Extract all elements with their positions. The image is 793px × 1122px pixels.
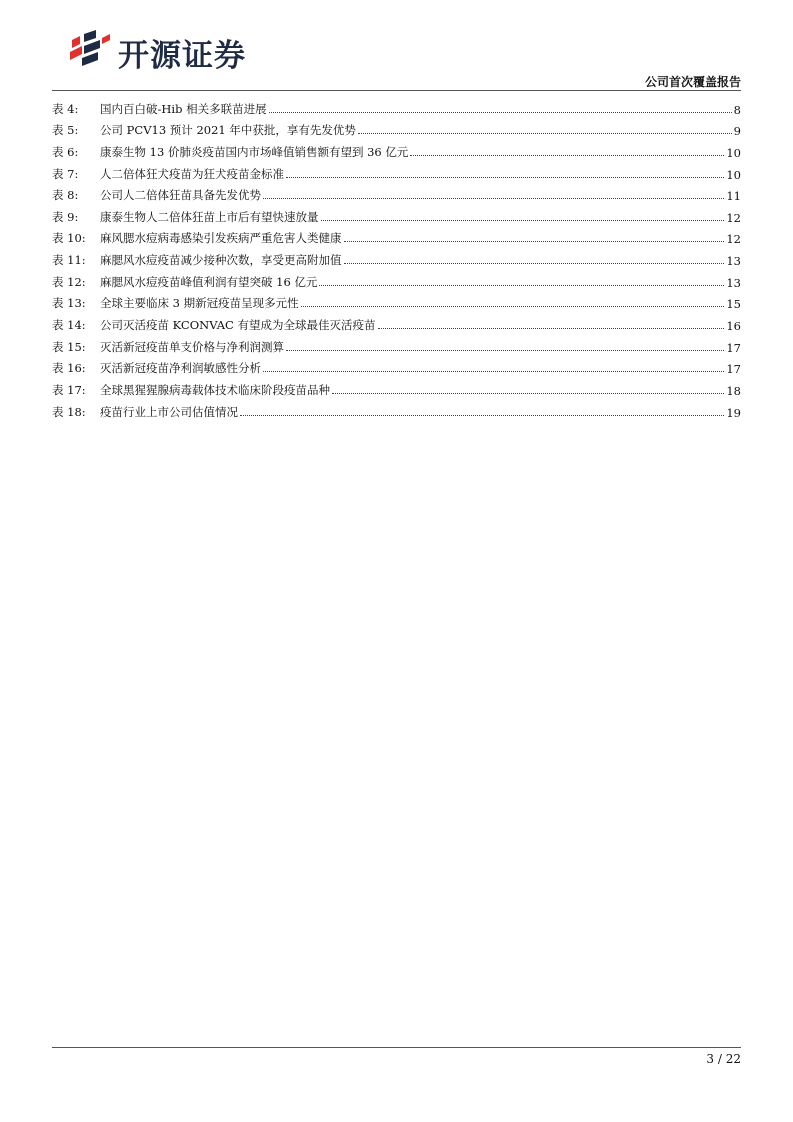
toc-leader-dots — [319, 285, 724, 286]
toc-leader-dots — [378, 328, 725, 329]
toc-entry[interactable] — [52, 95, 741, 117]
toc-entry-title: 麻腮风水痘疫苗峰值利润有望突破 16 亿元 — [100, 274, 318, 289]
toc-leader-dots — [240, 415, 724, 416]
toc-entry-title: 人二倍体狂犬疫苗为狂犬疫苗金标准 — [100, 166, 284, 181]
logo-text: 开源证券 — [118, 38, 246, 74]
toc-entry[interactable] — [52, 355, 741, 377]
toc-entry-label: 表 10: — [52, 231, 86, 246]
toc-entry-title: 全球黑猩猩腺病毒载体技术临床阶段疫苗品种 — [100, 382, 330, 397]
toc-entry-page: 17 — [726, 362, 741, 377]
toc-entry[interactable] — [52, 117, 741, 139]
toc-entry-page: 10 — [726, 167, 741, 182]
toc-entry[interactable] — [52, 203, 741, 225]
toc-entry-page: 19 — [726, 405, 741, 420]
toc-leader-dots — [263, 198, 724, 199]
toc-entry[interactable] — [52, 398, 741, 420]
toc-entry-title: 麻腮风水痘疫苗减少接种次数，享受更高附加值 — [100, 253, 342, 268]
toc-entry[interactable] — [52, 333, 741, 355]
toc-entry[interactable] — [52, 290, 741, 312]
toc-entry-title: 康泰生物人二倍体狂苗上市后有望快速放量 — [100, 209, 319, 224]
toc-entry-page: 10 — [726, 145, 741, 160]
toc-entry-label: 表 18: — [52, 404, 86, 419]
table-of-contents — [52, 95, 741, 420]
toc-entry-page: 15 — [726, 297, 741, 312]
toc-entry-page: 16 — [726, 319, 741, 334]
toc-entry-page: 9 — [733, 124, 741, 139]
toc-entry[interactable] — [52, 225, 741, 247]
toc-leader-dots — [332, 393, 724, 394]
toc-entry-label: 表 11: — [52, 253, 86, 268]
toc-entry[interactable] — [52, 182, 741, 204]
report-type-label: 公司首次覆盖报告 — [644, 75, 741, 89]
toc-entry-label: 表 15: — [52, 339, 86, 354]
logo-mark-icon — [66, 28, 114, 72]
toc-entry-title: 疫苗行业上市公司估值情况 — [100, 404, 238, 419]
toc-entry-title: 麻风腮水痘病毒感染引发疾病严重危害人类健康 — [100, 231, 342, 246]
footer-divider — [52, 1047, 741, 1048]
toc-entry-page: 12 — [726, 210, 741, 225]
toc-entry[interactable] — [52, 311, 741, 333]
toc-leader-dots — [410, 155, 724, 156]
toc-entry-label: 表 12: — [52, 274, 86, 289]
toc-leader-dots — [301, 306, 725, 307]
toc-entry-title: 灭活新冠疫苗净利润敏感性分析 — [100, 361, 261, 376]
toc-entry-label: 表 13: — [52, 296, 86, 311]
toc-entry-page: 11 — [726, 189, 741, 204]
toc-entry-label: 表 7: — [52, 166, 79, 181]
toc-leader-dots — [269, 112, 732, 113]
toc-entry-label: 表 9: — [52, 209, 79, 224]
toc-entry-label: 表 17: — [52, 382, 86, 397]
toc-entry-page: 8 — [733, 102, 741, 117]
toc-entry-title: 全球主要临床 3 期新冠疫苗呈现多元性 — [100, 296, 299, 311]
header-divider — [52, 90, 741, 91]
toc-entry-page: 13 — [726, 254, 741, 269]
toc-leader-dots — [286, 177, 724, 178]
toc-entry-label: 表 14: — [52, 318, 86, 333]
toc-leader-dots — [286, 350, 724, 351]
toc-entry[interactable] — [52, 268, 741, 290]
toc-entry[interactable] — [52, 376, 741, 398]
page-number: 3 / 22 — [706, 1052, 741, 1066]
toc-entry-title: 灭活新冠疫苗单支价格与净利润测算 — [100, 339, 284, 354]
toc-entry-title: 国内百白破-Hib 相关多联苗进展 — [100, 101, 267, 116]
toc-entry[interactable] — [52, 138, 741, 160]
toc-entry-label: 表 8: — [52, 188, 79, 203]
toc-leader-dots — [321, 220, 725, 221]
company-logo — [66, 28, 296, 72]
toc-entry-page: 12 — [726, 232, 741, 247]
toc-entry-label: 表 6: — [52, 144, 79, 159]
toc-entry-title: 公司灭活疫苗 KCONVAC 有望成为全球最佳灭活疫苗 — [100, 318, 376, 333]
toc-entry[interactable] — [52, 246, 741, 268]
toc-leader-dots — [263, 371, 724, 372]
toc-entry-title: 公司人二倍体狂苗具备先发优势 — [100, 188, 261, 203]
toc-entry-label: 表 4: — [52, 101, 79, 116]
toc-entry-title: 公司 PCV13 预计 2021 年中获批，享有先发优势 — [100, 123, 356, 138]
toc-entry-page: 18 — [726, 383, 741, 398]
page-header — [0, 0, 793, 95]
toc-leader-dots — [358, 133, 732, 134]
toc-entry-page: 13 — [726, 275, 741, 290]
toc-entry-label: 表 5: — [52, 123, 79, 138]
toc-entry-page: 17 — [726, 340, 741, 355]
toc-entry-title: 康泰生物 13 价肺炎疫苗国内市场峰值销售额有望到 36 亿元 — [100, 144, 409, 159]
toc-entry-label: 表 16: — [52, 361, 86, 376]
toc-leader-dots — [344, 241, 725, 242]
toc-leader-dots — [344, 263, 725, 264]
toc-entry[interactable] — [52, 160, 741, 182]
